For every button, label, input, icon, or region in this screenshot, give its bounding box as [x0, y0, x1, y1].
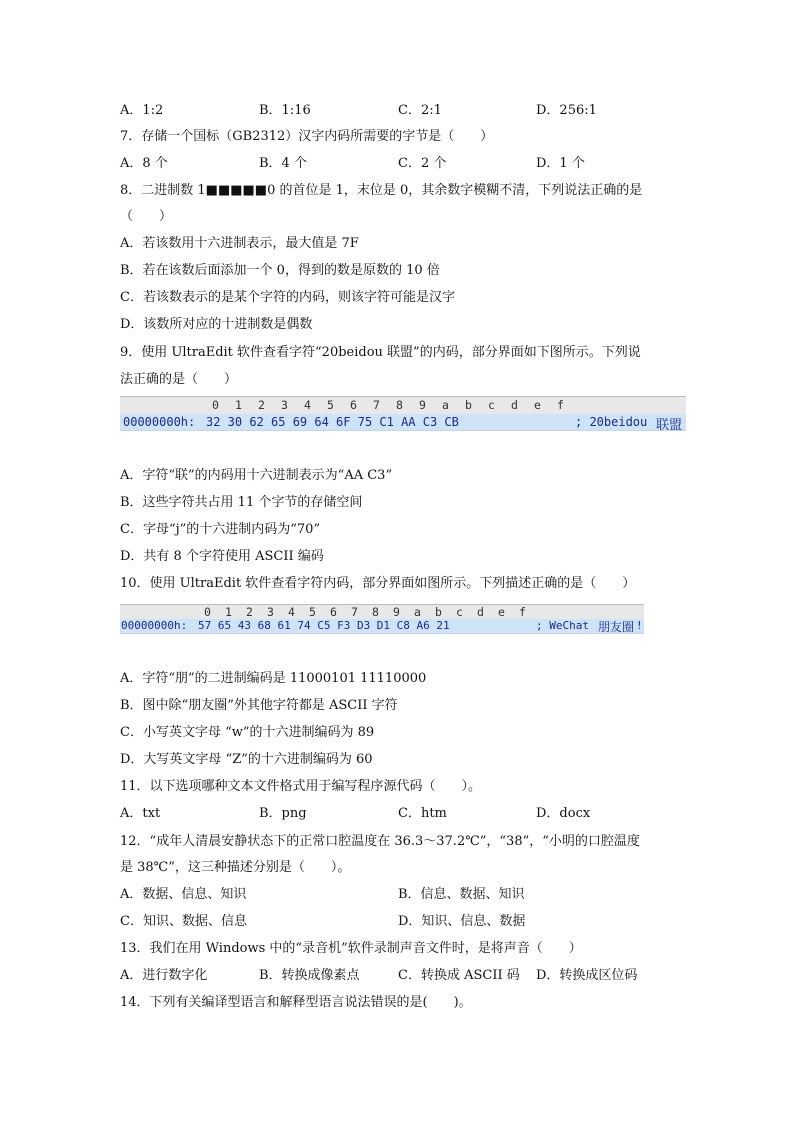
q10-hex-column-header [120, 604, 644, 619]
q11-option-a: A．txt [120, 806, 161, 821]
q8-stem-line1: 8．二进制数 1■■■■■0 的首位是 1，末位是 0，其余数字模糊不清，下列说法正确的是 [120, 183, 643, 198]
q6-option-a: A．1:2 [120, 103, 164, 118]
q10-stem: 10．使用 UltraEdit 软件查看字符内码，部分界面如图所示。下列描述正确的是（ ） [120, 576, 636, 591]
hex-col: 9 [393, 605, 400, 619]
q10-option-d: D．大写英文字母 “Z”的十六进制编码为 60 [120, 752, 373, 767]
hex-col: 8 [396, 398, 403, 412]
hex-col: e [534, 398, 541, 412]
q10-option-c: C．小写英文字母 “w”的十六进制编码为 89 [120, 725, 375, 740]
hex-col: 6 [330, 605, 337, 619]
q7-option-b: B．4 个 [259, 156, 307, 171]
hex-col: 3 [281, 398, 288, 412]
q13-option-d: D．转换成区位码 [536, 968, 638, 983]
hex-col: 2 [258, 398, 265, 412]
hex-col: d [511, 398, 518, 412]
q11-option-c: C．htm [398, 806, 447, 821]
q13-option-c: C．转换成 ASCII 码 [398, 968, 520, 983]
q8-option-d: D．该数所对应的十进制数是偶数 [120, 317, 313, 332]
q11-option-d: D．docx [536, 806, 591, 821]
hex-col: c [456, 605, 463, 619]
q9-stem-line1: 9．使用 UltraEdit 软件查看字符“20beidou 联盟”的内码，部分界面如下图所示。下列说 [120, 345, 641, 360]
hex-bytes: 32 30 62 65 69 64 6F 75 C1 AA C3 CB [206, 415, 459, 429]
q9-hex-editor [120, 396, 686, 431]
hex-col: c [488, 398, 495, 412]
q12-option-b: B．信息、数据、知识 [398, 887, 525, 902]
hex-col: 9 [419, 398, 426, 412]
hex-col: b [435, 605, 442, 619]
q7-option-d: D．1 个 [536, 156, 585, 171]
q8-stem-line2: （ ） [120, 209, 173, 224]
q9-option-d: D．共有 8 个字符使用 ASCII 编码 [120, 549, 324, 564]
hex-col: 0 [204, 605, 211, 619]
q7-stem: 7．存储一个国标（GB2312）汉字内码所需要的字节是（ ） [120, 129, 494, 144]
q11-option-b: B．png [259, 806, 307, 821]
q12-option-c: C．知识、数据、信息 [120, 914, 247, 929]
q9-option-a: A．字符“联”的内码用十六进制表示为“AA C3” [120, 468, 393, 483]
hex-text-cn: 朋友圈 [598, 620, 635, 634]
q10-hex-row [120, 619, 644, 634]
q13-option-a: A．进行数字化 [120, 968, 208, 983]
hex-col: 0 [212, 398, 219, 412]
hex-col: 4 [288, 605, 295, 619]
hex-text-cn: 联盟 [656, 418, 683, 433]
hex-col: f [519, 605, 526, 619]
q9-hex-column-header [120, 396, 686, 414]
hex-col: e [498, 605, 505, 619]
q9-hex-row [120, 414, 686, 431]
hex-col: a [442, 398, 449, 412]
hex-col: 7 [351, 605, 358, 619]
hex-col: 8 [372, 605, 379, 619]
hex-col: b [465, 398, 472, 412]
hex-col: 2 [246, 605, 253, 619]
hex-bytes: 57 65 43 68 61 74 C5 F3 D3 D1 C8 A6 21 [198, 619, 450, 632]
hex-col: a [414, 605, 421, 619]
hex-col: 4 [304, 398, 311, 412]
q8-option-b: B．若在该数后面添加一个 0，得到的数是原数的 10 倍 [120, 263, 440, 278]
q13-option-b: B．转换成像素点 [259, 968, 360, 983]
q6-option-b: B．1:16 [259, 103, 311, 118]
q12-stem-line1: 12．“成年人清晨安静状态下的正常口腔温度在 36.3～37.2℃”，“38”，“小明的口腔温度 [120, 834, 640, 849]
hex-text-tail: ! [636, 619, 643, 632]
q7-option-c: C．2 个 [398, 156, 447, 171]
q6-option-c: C．2:1 [398, 103, 442, 118]
hex-address: 00000000h: [121, 619, 188, 632]
q9-stem-line2: 法正确的是（ ） [120, 372, 238, 387]
hex-col: 1 [235, 398, 242, 412]
q6-option-d: D．256:1 [536, 103, 597, 118]
q12-option-d: D．知识、信息、数据 [398, 914, 526, 929]
q10-option-b: B．图中除“朋友圈”外其他字符都是 ASCII 字符 [120, 698, 398, 713]
hex-col: 1 [225, 605, 232, 619]
hex-col: 6 [350, 398, 357, 412]
q8-option-a: A．若该数用十六进制表示，最大值是 7F [120, 236, 359, 251]
q8-option-c: C．若该数表示的是某个字符的内码，则该字符可能是汉字 [120, 290, 455, 305]
q10-hex-editor [120, 604, 644, 634]
hex-col: 5 [309, 605, 316, 619]
hex-text-ascii: ; WeChat [536, 619, 589, 632]
hex-col: d [477, 605, 484, 619]
q14-stem: 14．下列有关编译型语言和解释型语言说法错误的是( )。 [120, 995, 472, 1010]
q12-stem-line2: 是 38℃”，这三种描述分别是（ ）。 [120, 860, 351, 875]
hex-col: f [557, 398, 564, 412]
hex-col: 5 [327, 398, 334, 412]
q11-stem: 11．以下选项哪种文本文件格式用于编写程序源代码（ ）。 [120, 779, 482, 794]
hex-address: 00000000h: [123, 415, 196, 429]
q12-option-a: A．数据、信息、知识 [120, 887, 247, 902]
hex-text-ascii: ; 20beidou [575, 415, 648, 429]
q7-option-a: A．8 个 [120, 156, 168, 171]
q10-option-a: A．字符“朋”的二进制编码是 11000101 11110000 [120, 671, 427, 686]
q13-stem: 13．我们在用 Windows 中的“录音机”软件录制声音文件时，是将声音（ ） [120, 941, 582, 956]
hex-col: 7 [373, 398, 380, 412]
hex-col: 3 [267, 605, 274, 619]
q9-option-b: B．这些字符共占用 11 个字节的存储空间 [120, 495, 363, 510]
q9-option-c: C．字母“j”的十六进制内码为“70” [120, 522, 321, 537]
